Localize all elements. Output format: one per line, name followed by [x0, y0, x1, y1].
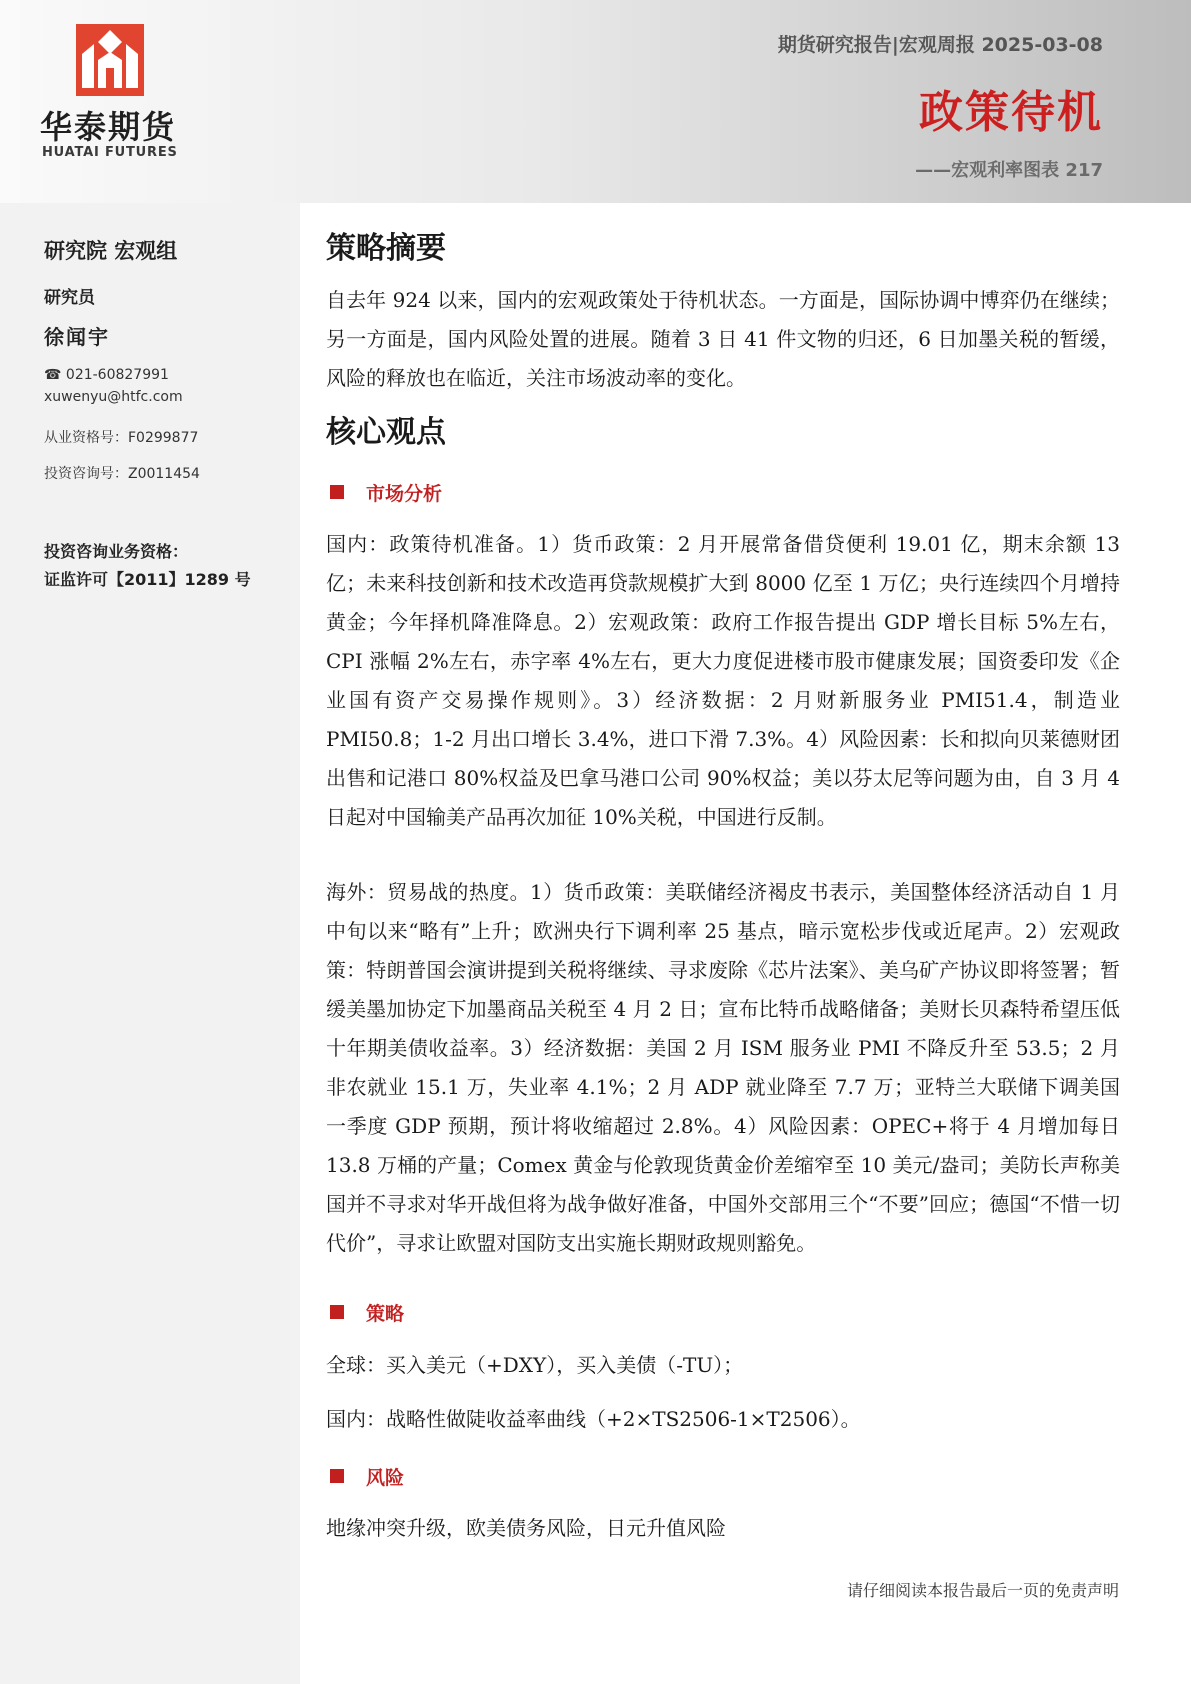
company-logo	[40, 24, 200, 164]
phone-icon: ☎	[44, 367, 62, 383]
author-sidebar	[0, 203, 300, 1684]
strategy-section-label	[330, 1299, 404, 1326]
department: 研究院 宏观组	[44, 239, 178, 263]
qualification-value: 证监许可【2011】1289 号	[44, 570, 251, 589]
risk-text: 地缘冲突升级，欧美债务风险，日元升值风险	[326, 1516, 726, 1540]
strategy-domestic: 国内：战略性做陡收益率曲线（+2×TS2506-1×T2506）。	[326, 1407, 861, 1431]
report-meta: 期货研究报告|宏观周报 2025-03-08	[777, 34, 1103, 56]
core-heading: 核心观点	[326, 415, 446, 450]
qualification-title: 投资咨询业务资格：	[44, 542, 189, 561]
summary-text: 自去年 924 以来，国内的宏观政策处于待机状态。一方面是，国际协调中博弈仍在继续；另一方面是，国内风险处置的进展。随着 3 日 41 件文物的归还，6 日加墨关税的暂缓，风险的释放也在临近，关注市场波动率的变化。	[326, 288, 1120, 390]
red-square-bullet-icon	[330, 1305, 344, 1319]
author-name: 徐闻宇	[44, 325, 110, 349]
report-subtitle: ——宏观利率图表 217	[915, 160, 1103, 181]
huatai-logo-icon	[76, 24, 144, 96]
risk-section-label	[330, 1463, 404, 1490]
red-square-bullet-icon	[330, 1469, 344, 1483]
overseas-analysis: 海外：贸易战的热度。1）货币政策：美联储经济褐皮书表示，美国整体经济活动自 1 月中旬以来“略有”上升；欧洲央行下调利率 25 基点，暗示宽松步伐或近尾声。2）宏观政策：特朗普国会演讲提到关税将继续、寻求废除《芯片法案》、美乌矿产协议即将签署；暂缓美墨加协定下加墨商品关税至 4 月 2 日；宣布比特币战略储备；美财长贝森特希望压低十年期美债收益率。3）经济数据：美国 2 月 ISM 服务业 PMI 不降反升至 53.5；2 月非农就业 15.1 万，失业率 4.1%；2 月 ADP 就业降至 7.7 万；亚特兰大联储下调美国一季度 GDP 预期，预计将收缩超过 2.8%。4）风险因素：OPEC+将于 4 月增加每日 13.8 万桶的产量；Comex 黄金与伦敦现货黄金价差缩窄至 10 美元/盎司；美防长声称美国并不寻求对华开战但将为战争做好准备，中国外交部用三个“不要”回应；德国“不惜一切代价”，寻求让欧盟对国防支出实施长期财政规则豁免。	[326, 880, 1120, 1255]
phone-number: 021-60827991	[65, 367, 169, 383]
report-title: 政策待机	[919, 87, 1103, 138]
report-header	[0, 0, 1191, 203]
market-label-text: 市场分析	[366, 483, 443, 505]
author-email[interactable]: xuwenyu@htfc.com	[44, 389, 183, 405]
domestic-analysis: 国内：政策待机准备。1）货币政策：2 月开展常备借贷便利 19.01 亿，期末余额 13 亿；未来科技创新和技术改造再贷款规模扩大到 8000 亿至 1 万亿；央行连续四个月增持黄金；今年择机降准降息。2）宏观政策：政府工作报告提出 GDP 增长目标 5%左右，CPI 涨幅 2%左右，赤字率 4%左右，更大力度促进楼市股市健康发展；国资委印发《企业国有资产交易操作规则》。3）经济数据：2 月财新服务业 PMI51.4，制造业 PMI50.8；1-2 月出口增长 3.4%，进口下滑 7.3%。4）风险因素：长和拟向贝莱德财团出售和记港口 80%权益及巴拿马港口公司 90%权益；美以芬太尼等问题为由，自 3 月 4 日起对中国输美产品再次加征 10%关税，中国进行反制。	[326, 532, 1120, 829]
consulting-license: 投资咨询号：Z0011454	[44, 466, 200, 482]
author-role: 研究员	[44, 288, 95, 308]
red-square-bullet-icon	[330, 485, 344, 499]
summary-heading: 策略摘要	[326, 231, 446, 266]
disclaimer-note: 请仔细阅读本报告最后一页的免责声明	[846, 1581, 1119, 1600]
strategy-global: 全球：买入美元（+DXY），买入美债（-TU）；	[326, 1353, 744, 1377]
risk-label-text: 风险	[366, 1467, 405, 1489]
logo-text-en: HUATAI FUTURES	[42, 145, 178, 160]
logo-text-cn: 华泰期货	[40, 108, 177, 146]
strategy-label-text: 策略	[366, 1303, 405, 1325]
author-phone	[44, 367, 169, 383]
market-section-label	[330, 479, 442, 506]
practice-license: 从业资格号：F0299877	[44, 430, 199, 446]
